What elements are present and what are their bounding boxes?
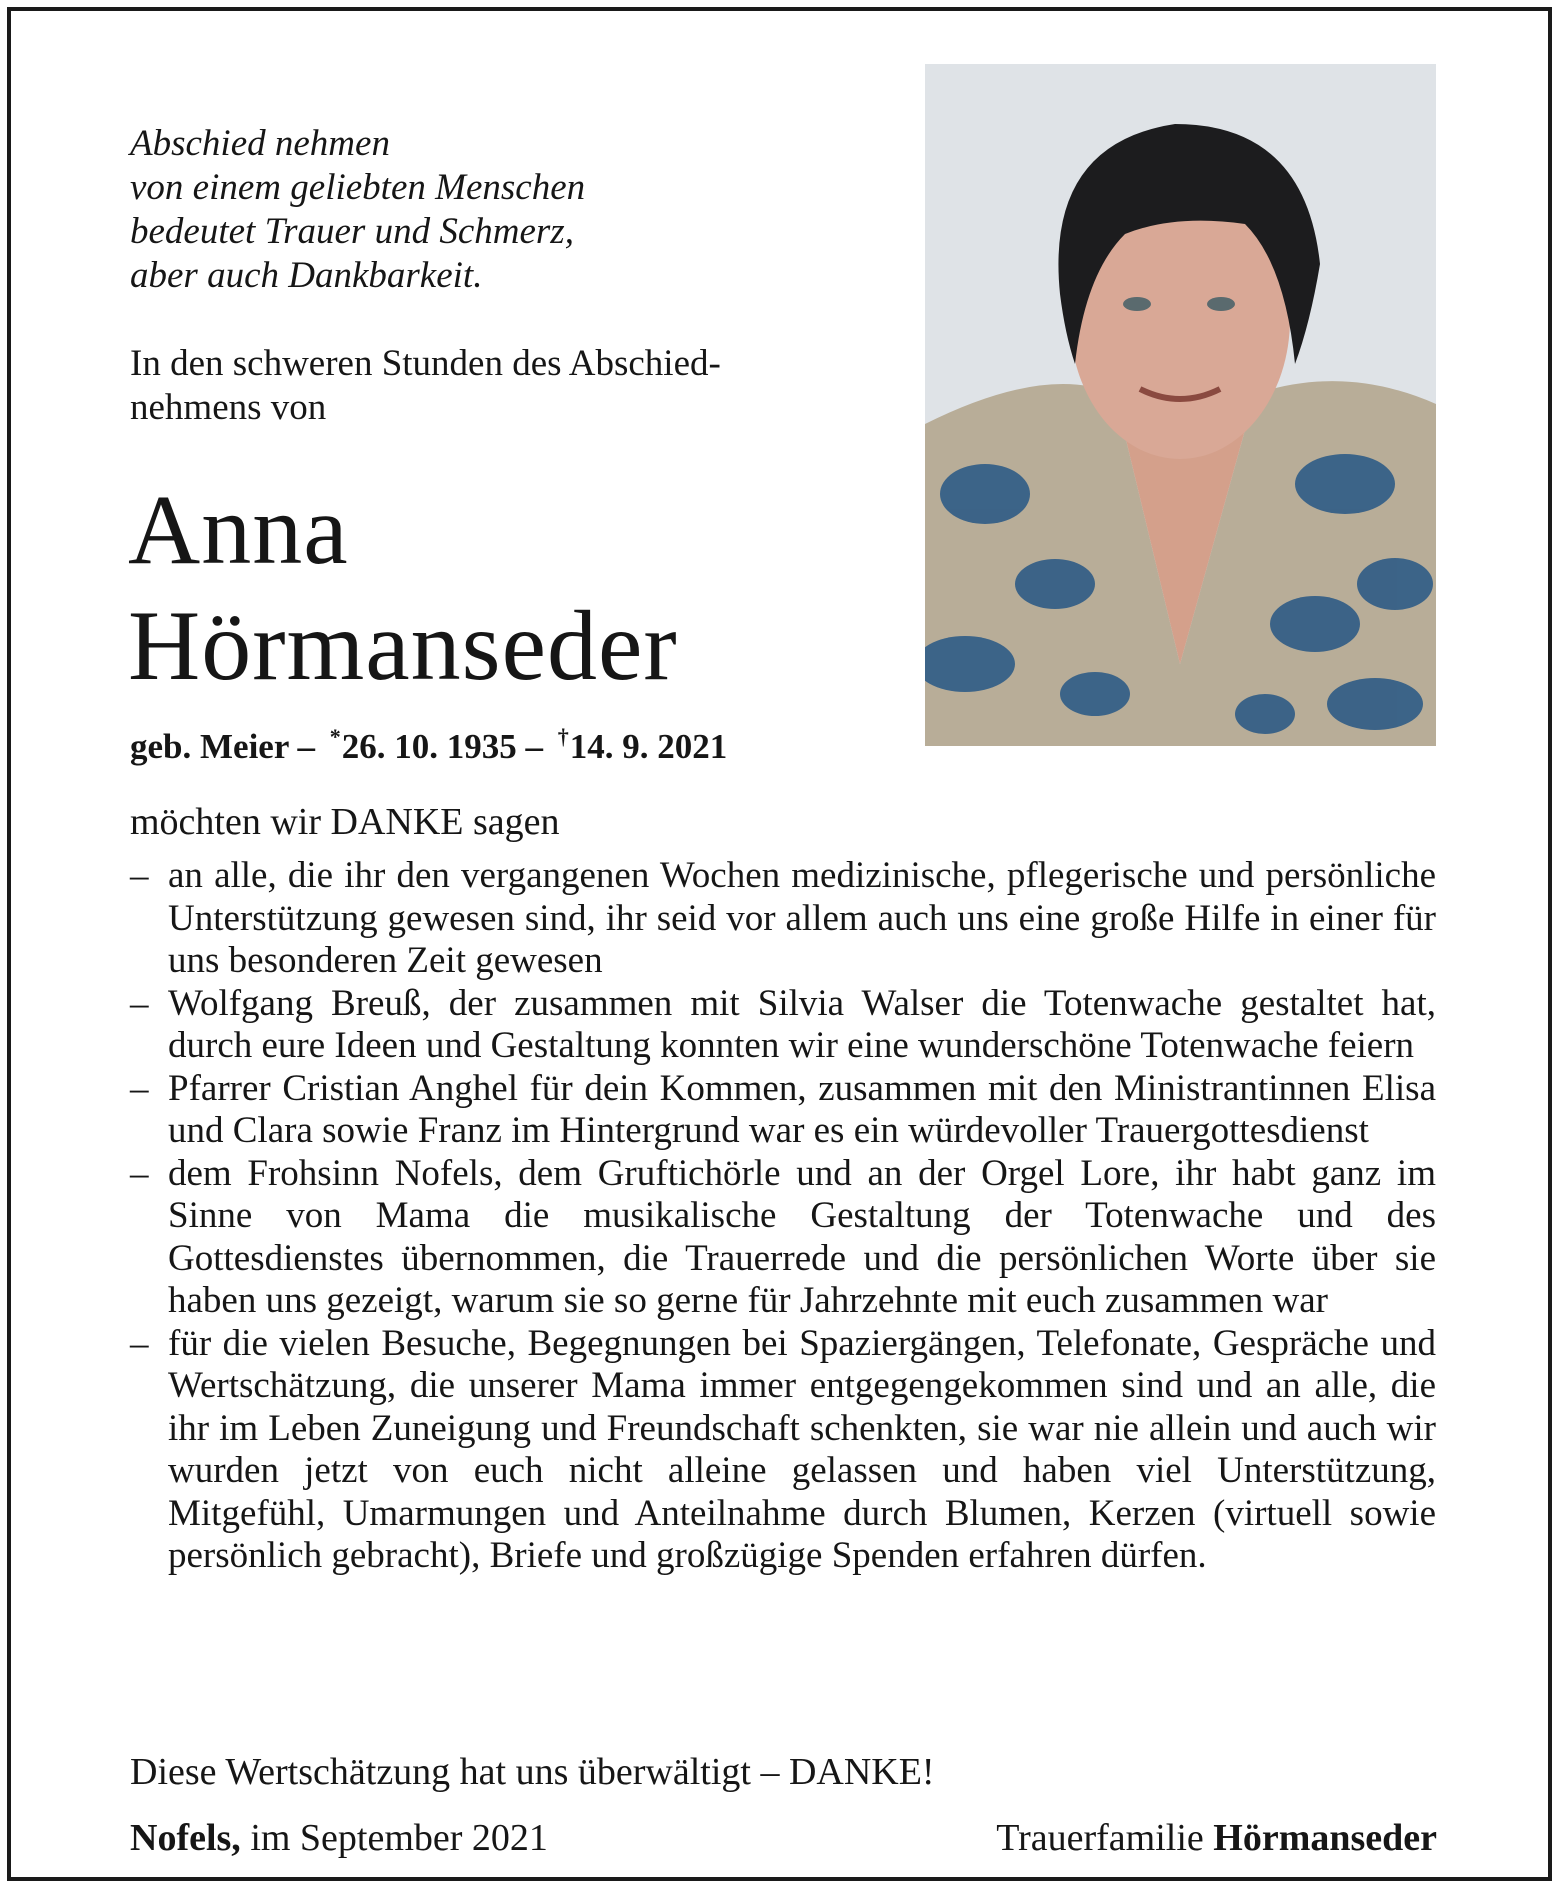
list-item bbox=[130, 1153, 1436, 1323]
footer-date: im September 2021 bbox=[240, 1817, 548, 1859]
list-item-text: an alle, die ihr den vergangenen Wochen medizinische, pflegerische und persönliche Unterstützung gewesen sind, ihr seid vor allem auch uns eine große Hilfe in einer für uns besonderen Zeit gewesen bbox=[168, 855, 1436, 981]
family-name: Hörmanseder bbox=[1213, 1817, 1437, 1859]
death-symbol: † bbox=[557, 724, 569, 749]
separator: – bbox=[288, 727, 324, 766]
life-dates bbox=[130, 715, 727, 769]
footer-place: Nofels, bbox=[130, 1817, 241, 1859]
prose-line: In den schweren Stunden des Abschied- bbox=[130, 343, 721, 384]
portrait-photo bbox=[925, 64, 1436, 746]
list-item bbox=[130, 1068, 1436, 1153]
list-dash: – bbox=[130, 1152, 149, 1194]
death-date: 14. 9. 2021 bbox=[569, 727, 728, 766]
list-item bbox=[130, 1323, 1436, 1578]
footer-family bbox=[996, 1816, 1437, 1860]
portrait-illustration bbox=[925, 64, 1436, 746]
family-label: Trauerfamilie bbox=[996, 1817, 1214, 1859]
birth-date: 26. 10. 1935 bbox=[341, 727, 517, 766]
intro-prose bbox=[130, 342, 721, 430]
deceased-name bbox=[128, 472, 678, 704]
list-item-text: dem Frohsinn Nofels, dem Gruftichörle und an der Orgel Lore, ihr habt ganz im Sinne von Mama die musikalische Gestaltung der Totenwache und des Gottesdienstes übernommen, die Trauerrede und die persönlichen Worte über sie haben uns gezeigt, warum sie so gerne für Jahrzehnte mit euch zusammen war bbox=[168, 1152, 1436, 1321]
birth-name: geb. Meier bbox=[130, 727, 289, 766]
poem-line: Abschied nehmen bbox=[130, 123, 390, 164]
birth-symbol: * bbox=[329, 724, 341, 749]
footer-place-date bbox=[130, 1816, 548, 1860]
list-item bbox=[130, 983, 1436, 1068]
closing-line: Diese Wertschätzung hat uns überwältigt – DANKE! bbox=[130, 1751, 935, 1793]
first-name: Anna bbox=[128, 474, 349, 585]
list-dash: – bbox=[130, 1067, 149, 1109]
list-item bbox=[130, 855, 1436, 983]
thanks-heading: möchten wir DANKE sagen bbox=[130, 801, 560, 843]
poem-line: aber auch Dankbarkeit. bbox=[130, 255, 483, 296]
list-item-text: Wolfgang Breuß, der zusammen mit Silvia Walser die Totenwache gestaltet hat, durch eure Ideen und Gestaltung konnten wir eine wunderschöne Totenwache feiern bbox=[168, 982, 1436, 1066]
separator: – bbox=[516, 727, 552, 766]
poem-line: bedeutet Trauer und Schmerz, bbox=[130, 211, 574, 252]
list-dash: – bbox=[130, 855, 149, 896]
poem-line: von einem geliebten Menschen bbox=[130, 167, 586, 208]
list-item-text: für die vielen Besuche, Begegnungen bei Spaziergängen, Telefonate, Gespräche und Wertschätzung, die unserer Mama immer entgegengekommen sind und an alle, die ihr im Leben Zuneigung und Freundschaft schenkten, sie war nie allein und auch wir wurden jetzt von euch nicht alleine gelassen und haben viel Unterstützung, Mitgefühl, Umarmungen und Anteilnahme durch Blumen, Kerzen (virtuell sowie persönlich gebracht), Briefe und großzügige Spenden erfahren dürfen. bbox=[168, 1322, 1436, 1576]
last-name: Hörmanseder bbox=[128, 590, 678, 701]
prose-line: nehmens von bbox=[130, 387, 327, 428]
list-dash: – bbox=[130, 982, 149, 1024]
intro-poem bbox=[130, 122, 585, 298]
list-dash: – bbox=[130, 1322, 149, 1364]
thanks-list bbox=[130, 855, 1436, 1578]
list-item-text: Pfarrer Cristian Anghel für dein Kommen, zusammen mit den Ministrantinnen Elisa und Clara sowie Franz im Hintergrund war es ein würdevoller Trauergottesdienst bbox=[168, 1067, 1436, 1151]
